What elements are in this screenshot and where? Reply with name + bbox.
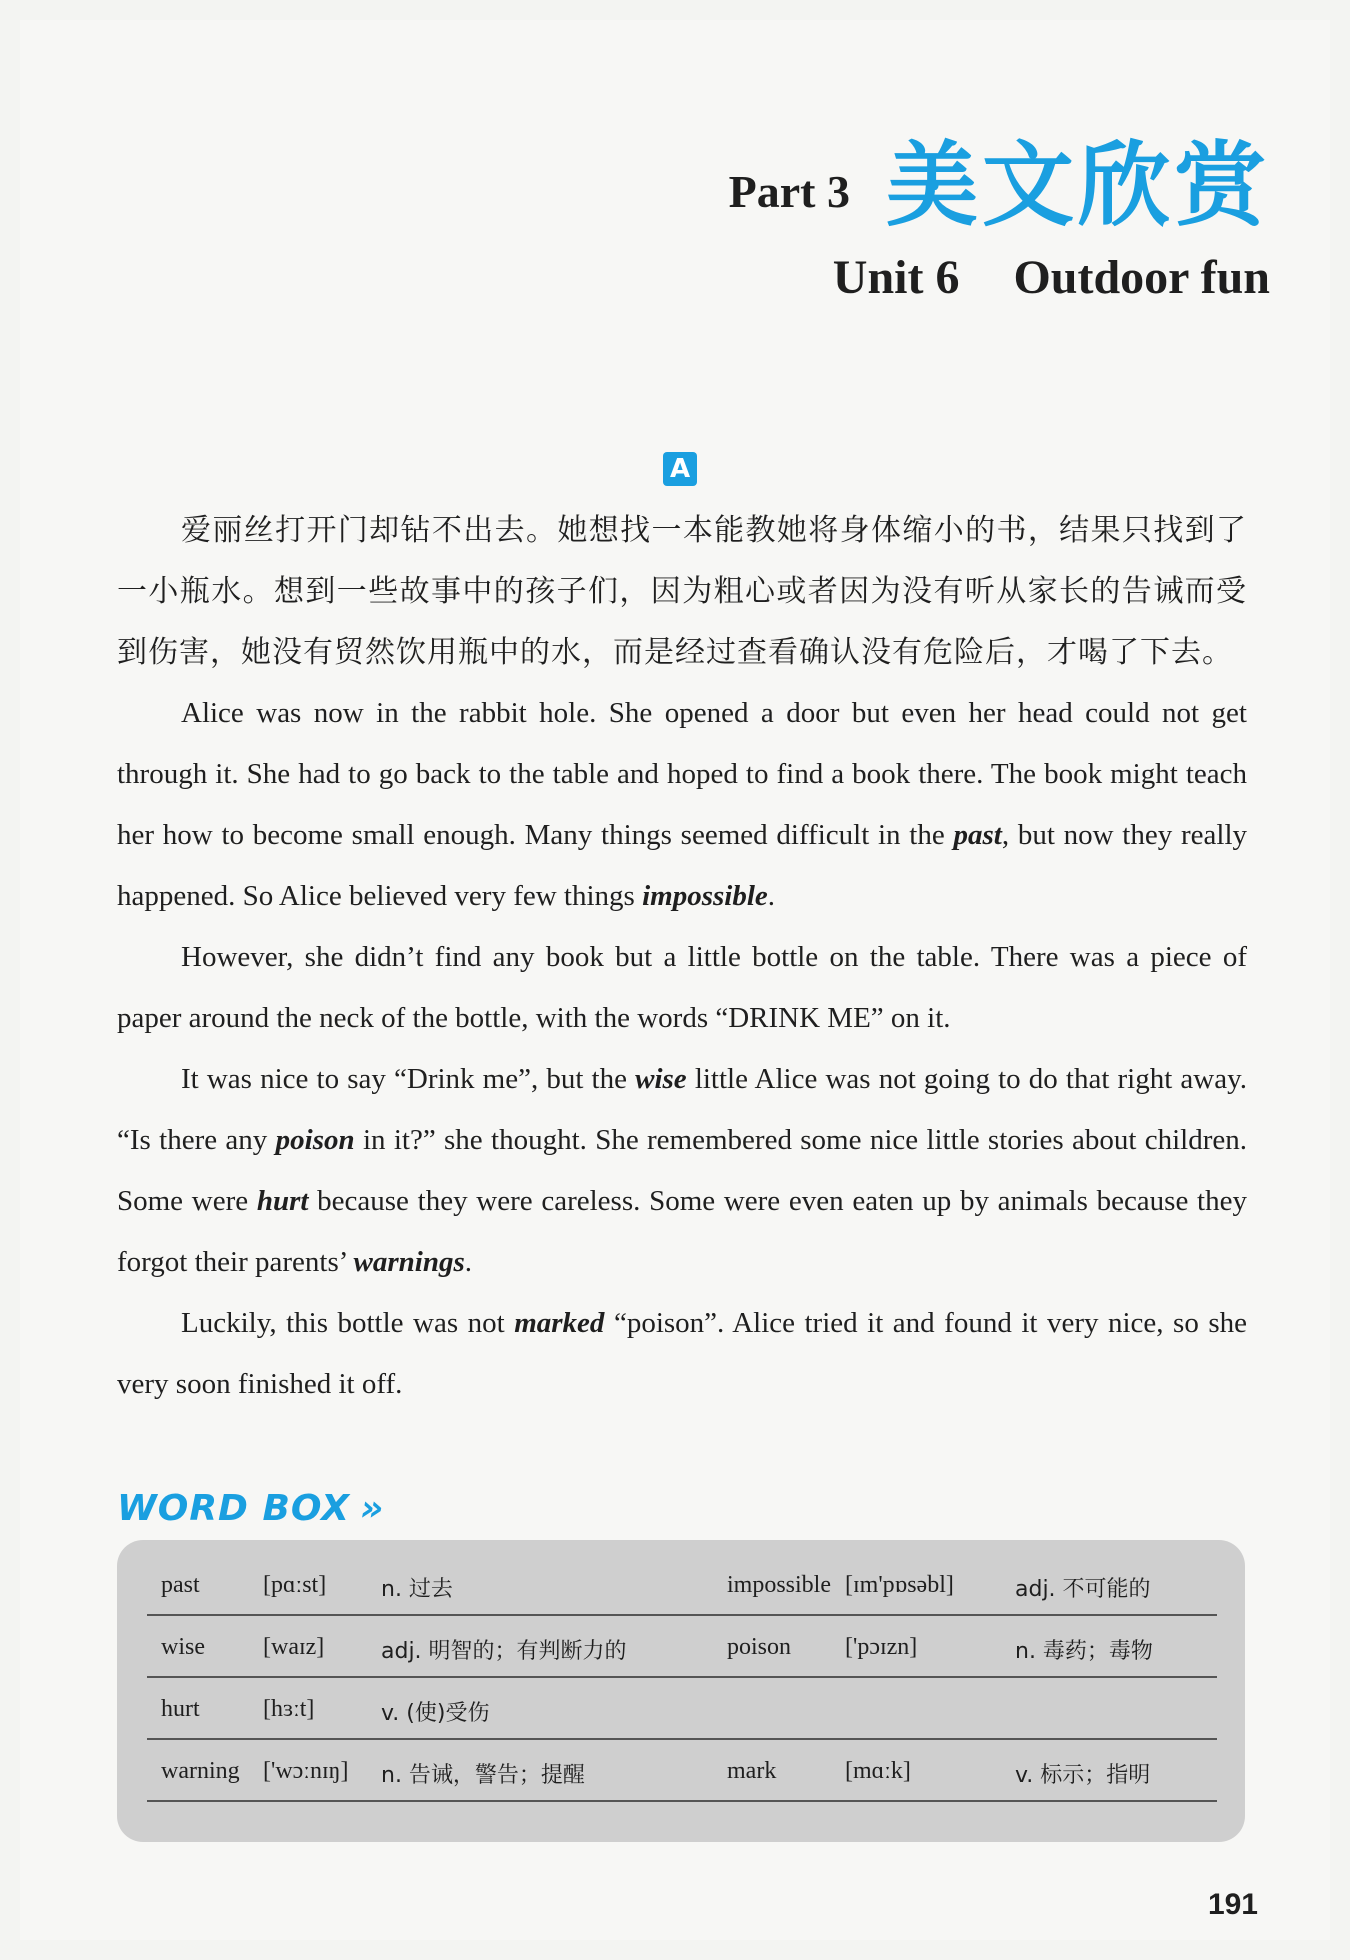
text-run: . xyxy=(767,880,775,912)
keyword-impossible: impossible xyxy=(642,880,768,912)
vocab-word: impossible xyxy=(727,1572,832,1598)
vocab-meaning: n. 毒药；毒物 xyxy=(1015,1639,1153,1664)
vocab-meaning: v. (使)受伤 xyxy=(381,1701,490,1726)
vocab-phonetic: [hɜːt] xyxy=(263,1696,315,1722)
part-label: Part 3 xyxy=(728,166,850,217)
paragraph-1 xyxy=(117,683,1247,927)
paragraph-3 xyxy=(117,1049,1247,1293)
keyword-warnings: warnings xyxy=(353,1246,465,1278)
page-header xyxy=(728,132,1270,305)
paragraph-2 xyxy=(117,927,1247,1049)
vocab-meaning: adj. 明智的；有判断力的 xyxy=(381,1639,627,1664)
paragraph-4 xyxy=(117,1293,1247,1415)
vocab-word: hurt xyxy=(161,1696,200,1722)
text-run: However, she didn’t find any book but a little bottle on the table. There was a piece of paper around the neck of the bottle, with the words “DRINK ME” on it. xyxy=(117,941,1247,1034)
word-box xyxy=(117,1540,1245,1842)
word-box-row xyxy=(147,1616,1217,1678)
word-box-row xyxy=(147,1554,1217,1616)
vocab-meaning: v. 标示；指明 xyxy=(1015,1763,1151,1788)
vocab-word: poison xyxy=(727,1634,792,1660)
word-box-row xyxy=(147,1678,1217,1740)
keyword-wise: wise xyxy=(635,1063,687,1095)
vocab-word: past xyxy=(161,1572,200,1598)
vocab-meaning: adj. 不可能的 xyxy=(1015,1577,1151,1602)
vocab-phonetic: ['wɔːnɪŋ] xyxy=(263,1758,349,1784)
word-box-row xyxy=(147,1740,1217,1802)
text-run: because they were careless. Some were even eaten up by animals because they forgot their parents’ xyxy=(117,1185,1247,1278)
keyword-marked: marked xyxy=(514,1307,605,1339)
passage-badge: A xyxy=(663,452,697,486)
section-title: 美文欣赏 xyxy=(885,132,1270,239)
keyword-poison: poison xyxy=(275,1124,355,1156)
vocab-word: wise xyxy=(161,1634,205,1660)
page-number: 191 xyxy=(1207,1888,1258,1921)
text-run: Luckily, this bottle was not xyxy=(181,1307,515,1339)
text-run: It was nice to say “Drink me”, but the xyxy=(181,1063,636,1095)
text-run: little Alice was not going to do that right away. “Is there any xyxy=(117,1063,1247,1156)
vocab-phonetic: [ɪm'pɒsəbl] xyxy=(845,1572,954,1598)
double-chevron-icon: » xyxy=(359,1488,385,1529)
chinese-summary: 爱丽丝打开门却钻不出去。她想找一本能教她将身体缩小的书，结果只找到了一小瓶水。想到一些故事中的孩子们，因为粗心或者因为没有听从家长的告诫而受到伤害，她没有贸然饮用瓶中的水，而是经过查看确认没有危险后，才喝了下去。 xyxy=(117,513,1247,670)
vocab-meaning: n. 告诫，警告；提醒 xyxy=(381,1763,585,1788)
text-run: “poison”. Alice tried it and found it very nice, so she very soon finished it off. xyxy=(117,1307,1247,1400)
text-run: . xyxy=(464,1246,472,1278)
text-run: in it?” she thought. She remembered some nice little stories about children. Some were xyxy=(117,1124,1247,1217)
unit-label: Unit 6 xyxy=(832,251,960,304)
vocab-word: mark xyxy=(727,1758,777,1784)
vocab-phonetic: [mɑːk] xyxy=(845,1758,911,1784)
unit-title: Outdoor fun xyxy=(1013,251,1270,304)
vocab-word: warning xyxy=(161,1758,240,1784)
vocab-phonetic: [waɪz] xyxy=(263,1634,325,1660)
vocab-phonetic: ['pɔɪzn] xyxy=(845,1634,918,1660)
vocab-meaning: n. 过去 xyxy=(381,1577,453,1602)
word-box-title xyxy=(117,1488,384,1529)
text-run: , but now they really happened. So Alice believed very few things xyxy=(117,819,1247,912)
keyword-past: past xyxy=(953,819,1002,851)
vocab-phonetic: [pɑːst] xyxy=(263,1572,327,1598)
keyword-hurt: hurt xyxy=(256,1185,309,1217)
text-run: Alice was now in the rabbit hole. She opened a door but even her head could not get through it. She had to go back to the table and hoped to find a book there. The book might teach her how to become small enough. Many things seemed difficult in the xyxy=(117,697,1247,851)
word-box-label: WORD BOX xyxy=(117,1488,350,1529)
passage xyxy=(117,500,1247,1415)
